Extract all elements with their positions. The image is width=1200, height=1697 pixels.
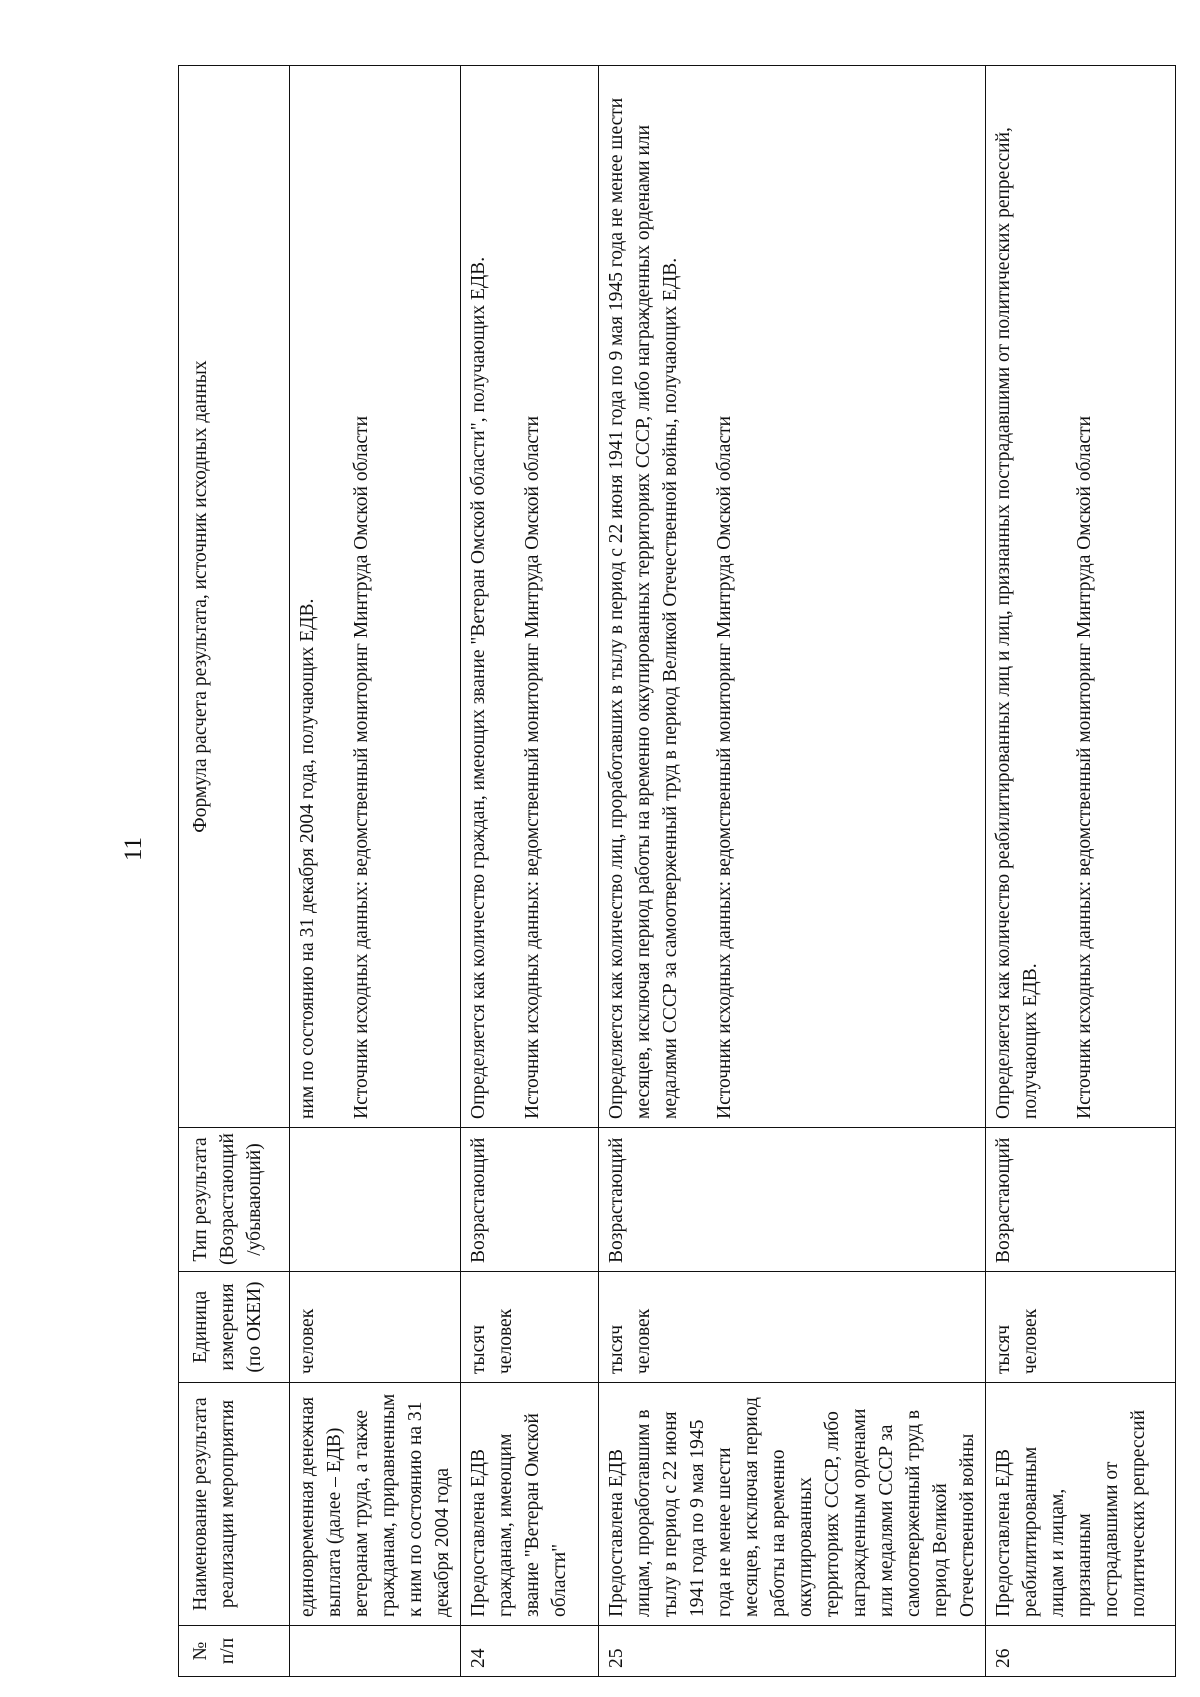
row-number: [290, 1626, 461, 1677]
header-type: Тип результата (Возрастающий /убывающий): [179, 1128, 290, 1272]
header-name: Наименование результата реализации мероприятия: [179, 1383, 290, 1626]
unit: тысяч человек: [986, 1272, 1176, 1383]
data-source: Источник исходных данных: ведомственный мониторинг Минтруда Омской области: [1074, 415, 1095, 1119]
table-header-row: [179, 66, 290, 1677]
unit: тысяч человек: [599, 1272, 986, 1383]
formula-text: Определяется как количество реабилитированных лиц и лиц, признанных пострадавшими от политических репрессий, получающих ЕДВ.: [993, 127, 1041, 1119]
page-number: 11: [120, 836, 147, 862]
formula-cell: [599, 66, 986, 1128]
row-number: 24: [461, 1626, 599, 1677]
formula-text: Определяется как количество лиц, проработавших в тылу в период с 22 июня 1941 года по 9 мая 1945 года не менее шести месяцев, исключая период работы на временно оккупированных территориях СССР, либо награжденных орденами или медалями СССР за самоотверженный труд в период Великой Отечественной войны, получающих ЕДВ.: [606, 97, 681, 1119]
unit: тысяч человек: [461, 1272, 599, 1383]
table-row: [599, 66, 986, 1677]
data-source: Источник исходных данных: ведомственный мониторинг Минтруда Омской области: [714, 415, 735, 1119]
result-type: [290, 1128, 461, 1272]
results-table-container: [178, 66, 1149, 1677]
formula-cell: [461, 66, 599, 1128]
row-number: 26: [986, 1626, 1176, 1677]
formula-cell: [986, 66, 1176, 1128]
data-source: Источник исходных данных: ведомственный мониторинг Минтруда Омской области: [351, 415, 372, 1119]
result-type: Возрастающий: [461, 1128, 599, 1272]
header-formula: Формула расчета результата, источник исходных данных: [179, 66, 290, 1128]
result-type: Возрастающий: [599, 1128, 986, 1272]
unit: человек: [290, 1272, 461, 1383]
row-number: 25: [599, 1626, 986, 1677]
table-row: [290, 66, 461, 1677]
formula-cell: [290, 66, 461, 1128]
result-name: Предоставлена ЕДВ гражданам, имеющим звание "Ветеран Омской области": [461, 1383, 599, 1626]
formula-text: ним по состоянию на 31 декабря 2004 года, получающих ЕДВ.: [297, 598, 318, 1119]
result-name: Предоставлена ЕДВ реабилитированным лицам и лицам, признанным пострадавшими от политических репрессий: [986, 1383, 1176, 1626]
table-row: [461, 66, 599, 1677]
result-name: единовременная денежная выплата (далее – ЕДВ) ветеранам труда, а также гражданам, приравненным к ним по состоянию на 31 декабря 2004 года: [290, 1383, 461, 1626]
table-row: [986, 66, 1176, 1677]
result-name: Предоставлена ЕДВ лицам, проработавшим в тылу в период с 22 июня 1941 года по 9 мая 1945 года не менее шести месяцев, исключая период работы на временно оккупированных территориях СССР, либо награжденным орденами или медалями СССР за самоотверженный труд в период Великой Отечественной войны: [599, 1383, 986, 1626]
results-table: [178, 65, 1176, 1677]
header-num: № п/п: [179, 1626, 290, 1677]
formula-text: Определяется как количество граждан, имеющих звание "Ветеран Омской области", получающих ЕДВ.: [468, 256, 489, 1119]
result-type: Возрастающий: [986, 1128, 1176, 1272]
data-source: Источник исходных данных: ведомственный мониторинг Минтруда Омской области: [522, 415, 543, 1119]
header-unit: Единица измерения (по ОКЕИ): [179, 1272, 290, 1383]
